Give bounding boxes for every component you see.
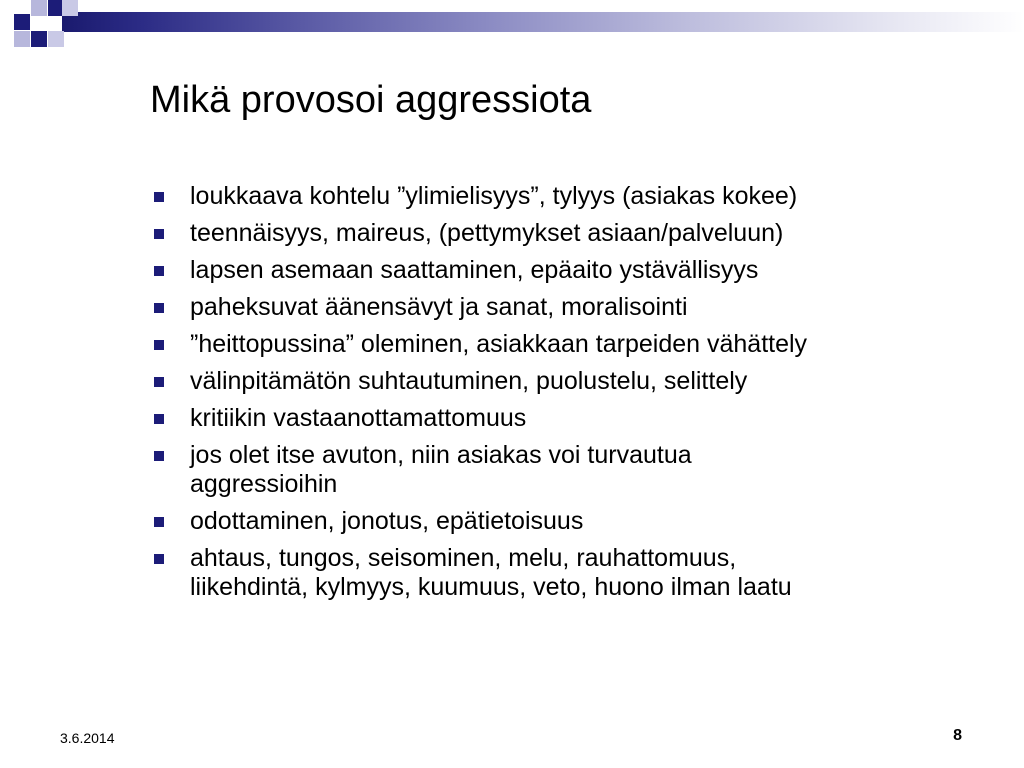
square-bullet-icon (154, 266, 164, 276)
square-bullet-icon (154, 229, 164, 239)
decor-square-icon (14, 14, 30, 30)
bullet-text: teennäisyys, maireus, (pettymykset asiaan/palveluun) (190, 219, 784, 247)
square-bullet-icon (154, 340, 164, 350)
bullet-text: loukkaava kohtelu ”ylimielisyys”, tylyys (asiakas kokee) (190, 182, 798, 210)
header-decoration (0, 0, 1024, 48)
bullet-text: paheksuvat äänensävyt ja sanat, moralisointi (190, 293, 688, 321)
list-item (150, 441, 1010, 499)
list-item (150, 293, 1010, 322)
decor-square-icon (14, 31, 30, 47)
bullet-text-line: jos olet itse avuton, niin asiakas voi turvautua (190, 441, 692, 469)
footer-date: 3.6.2014 (60, 730, 115, 746)
list-item (150, 404, 1010, 433)
square-bullet-icon (154, 517, 164, 527)
bullet-text-line: liikehdintä, kylmyys, kuumuus, veto, huono ilman laatu (190, 573, 792, 601)
square-bullet-icon (154, 192, 164, 202)
list-item (150, 544, 1010, 602)
list-item (150, 367, 1010, 396)
page-number: 8 (953, 727, 962, 744)
decor-square-icon (31, 0, 47, 16)
bullet-list (150, 182, 1010, 610)
list-item (150, 507, 1010, 536)
slide-title: Mikä provosoi aggressiota (150, 79, 592, 121)
bullet-text: välinpitämätön suhtautuminen, puolustelu, selittely (190, 367, 748, 395)
decor-square-icon (31, 31, 47, 47)
header-gradient-bar (62, 12, 1024, 32)
bullet-text-line: ahtaus, tungos, seisominen, melu, rauhattomuus, (190, 544, 737, 572)
decor-square-icon (62, 0, 78, 16)
square-bullet-icon (154, 414, 164, 424)
list-item (150, 256, 1010, 285)
bullet-text: kritiikin vastaanottamattomuus (190, 404, 527, 432)
list-item (150, 182, 1010, 211)
bullet-text-line: aggressioihin (190, 470, 338, 498)
list-item (150, 219, 1010, 248)
bullet-text: odottaminen, jonotus, epätietoisuus (190, 507, 584, 535)
square-bullet-icon (154, 451, 164, 461)
list-item (150, 330, 1010, 359)
decor-square-icon (48, 31, 64, 47)
square-bullet-icon (154, 303, 164, 313)
square-bullet-icon (154, 377, 164, 387)
bullet-text: lapsen asemaan saattaminen, epäaito ystävällisyys (190, 256, 759, 284)
bullet-text: ”heittopussina” oleminen, asiakkaan tarpeiden vähättely (190, 330, 808, 358)
square-bullet-icon (154, 554, 164, 564)
